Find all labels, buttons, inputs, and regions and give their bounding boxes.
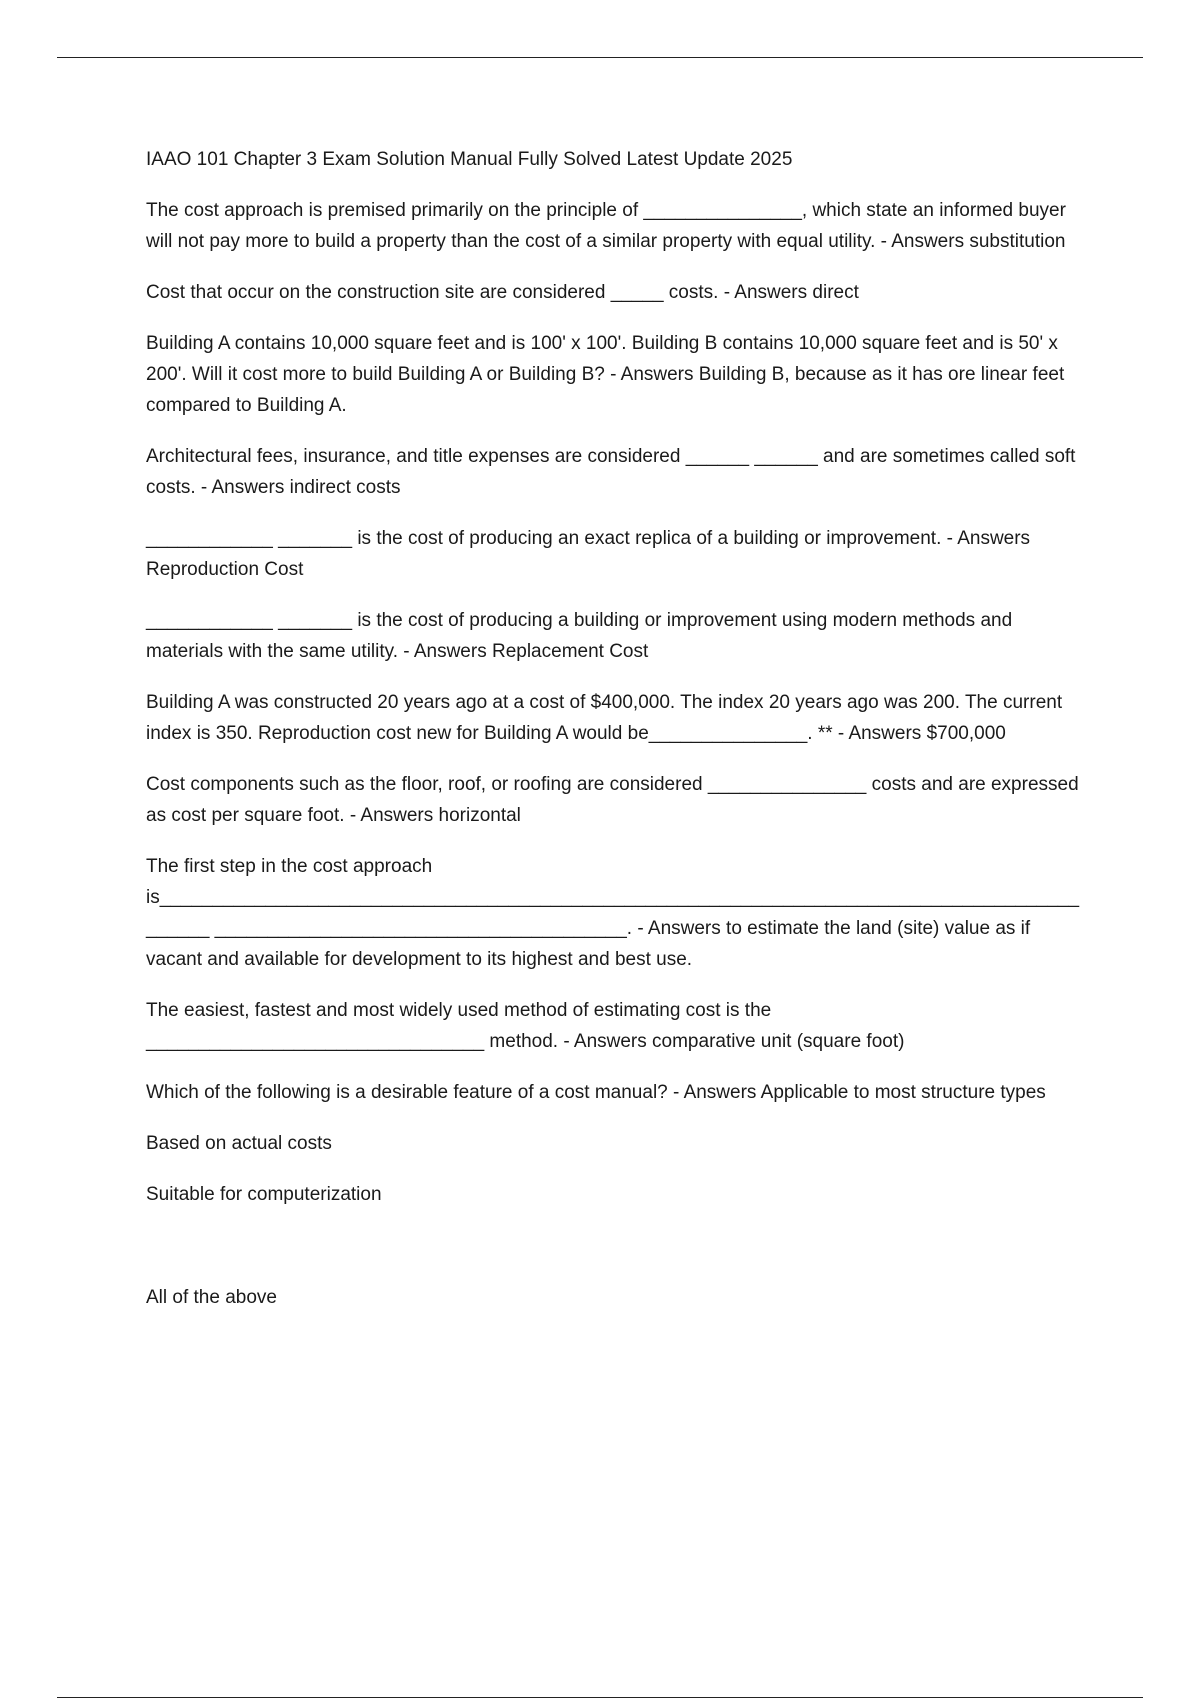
question-substitution: The cost approach is premised primarily on the principle of _______________, which state an informed buyer will not pay more to build a property than the cost of a similar property with equal utility. - Answers substitution	[146, 200, 1072, 252]
document-body	[146, 144, 1086, 1313]
top-rule	[57, 57, 1143, 58]
question-first-step: The first step in the cost approach is_____________________________________________________________________________________________ _______________________________________. - Answers to estimate the land (site) value as if vacant and available for development to its highest and best use.	[146, 856, 1080, 970]
answer-option-computerization: Suitable for computerization	[146, 1184, 382, 1205]
question-building-comparison: Building A contains 10,000 square feet and is 100' x 100'. Building B contains 10,000 square feet and is 50' x 200'. Will it cost more to build Building A or Building B? - Answers Building B, because as it has ore linear feet compared to Building A.	[146, 333, 1070, 416]
question-replacement-cost: ____________ _______ is the cost of producing a building or improvement using modern methods and materials with the same utility. - Answers Replacement Cost	[146, 610, 1018, 662]
question-index-calculation: Building A was constructed 20 years ago at a cost of $400,000. The index 20 years ago was 200. The current index is 350. Reproduction cost new for Building A would be_______________. ** - Answers $700,000	[146, 692, 1068, 744]
bottom-rule	[57, 1697, 1143, 1698]
question-comparative-unit: The easiest, fastest and most widely used method of estimating cost is the ________________________________ method. - Answers comparative unit (square foot)	[146, 1000, 905, 1052]
question-direct-costs: Cost that occur on the construction site are considered _____ costs. - Answers direct	[146, 282, 859, 303]
question-reproduction-cost: ____________ _______ is the cost of producing an exact replica of a building or improvement. - Answers Reproduction Cost	[146, 528, 1036, 580]
question-horizontal-costs: Cost components such as the floor, roof, or roofing are considered _______________ costs and are expressed as cost per square foot. - Answers horizontal	[146, 774, 1084, 826]
answer-option-actual-costs: Based on actual costs	[146, 1133, 332, 1154]
question-indirect-costs: Architectural fees, insurance, and title expenses are considered ______ ______ and are sometimes called soft costs. - Answers indirect costs	[146, 446, 1081, 498]
document-title: IAAO 101 Chapter 3 Exam Solution Manual Fully Solved Latest Update 2025	[146, 149, 793, 170]
blank-gap	[146, 1230, 1086, 1282]
answer-option-all-above: All of the above	[146, 1287, 277, 1308]
question-cost-manual: Which of the following is a desirable feature of a cost manual? - Answers Applicable to most structure types	[146, 1082, 1046, 1103]
